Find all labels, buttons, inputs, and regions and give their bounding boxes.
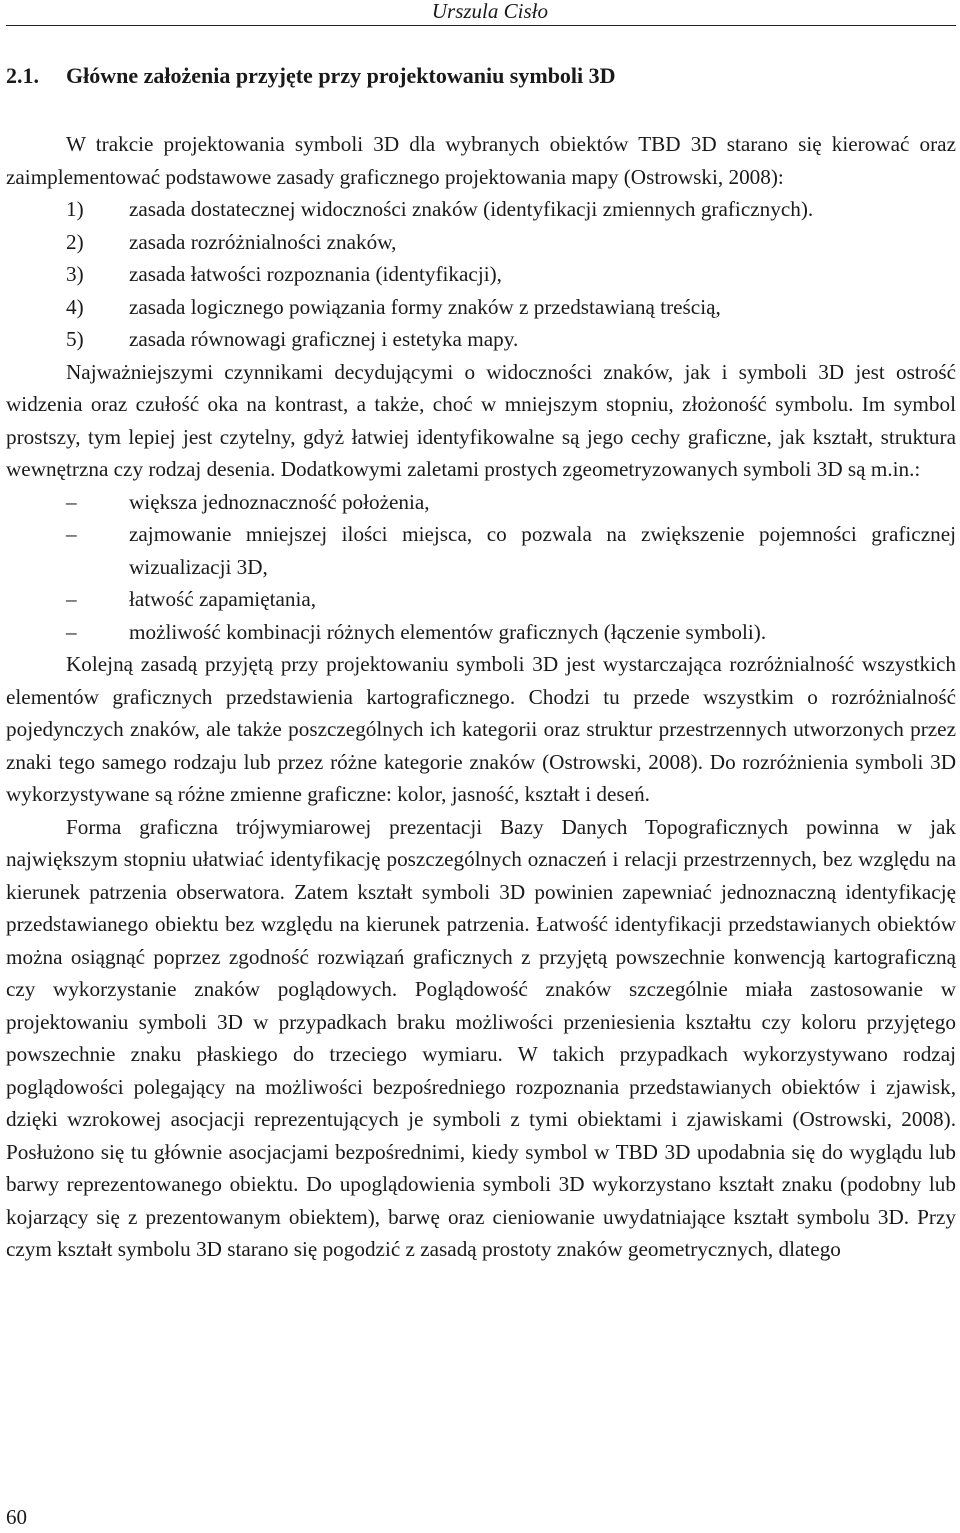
list-marker: – (66, 522, 77, 546)
list-item-text: łatwość zapamiętania, (129, 587, 317, 611)
paragraph-graphic-form: Forma graficzna trójwymiarowej prezentacji Bazy Danych Topograficznych powinna w jak największym stopniu ułatwiać identyfikację poszczególnych oznaczeń i relacji przestrzennych, bez względu na kierunek patrzenia obserwatora. Zatem kształt symboli 3D powinien zapewniać jednoznaczną identyfikację przedstawianego obiektu bez względu na kierunek patrzenia. Łatwość identyfikacji przedstawianych obiektów można osiągnąć poprzez zgodność rozwiązań graficznych z przyjętą powszechnie konwencją kartograficzną czy wykorzystanie znaków poglądowych. Poglądowość znaków szczególnie miała zastosowanie w projektowaniu symboli 3D w przypadkach braku możliwości przeniesienia kształtu czy koloru przyjętego powszechnie znaku płaskiego do trzeciego wymiaru. W takich przypadkach wykorzystywano rodzaj poglądowości polegający na możliwości bezpośredniego rozpoznania przedstawianych obiektów i zjawisk, dzięki wzrokowej asocjacji reprezentujących je symboli z tymi obiektami i zjawiskami (Ostrowski, 2008). Posłużono się tu głównie asocjacjami bezpośrednimi, kiedy symbol w TBD 3D upodabnia się do wyglądu lub barwy reprezentowanego obiektu. Do upoglądowienia symboli 3D wykorzystano kształt znaku (podobny lub kojarzący się z prezentowanym obiektem), barwę oraz cieniowanie uwydatniające kształt symbolu 3D. Przy czym kształt symbolu 3D starano się pogodzić z zasadą prostoty znaków geometrycznych, dlatego (6, 814, 956, 1261)
paragraph-distinguishability: Kolejną zasadą przyjętą przy projektowaniu symboli 3D jest wystarczająca rozróżnialność wszystkich elementów graficznych przedstawienia kartograficznego. Chodzi tu przede wszystkim o rozróżnialność pojedynczych znaków, ale także poszczególnych ich kategorii oraz struktur przestrzennych utworzonych przez znaki tego samego rodzaju lub przez różne kategorie znaków (Ostrowski, 2008). Do rozróżnienia symboli 3D wykorzystywane są różne zmienne graficzne: kolor, jasność, kształt i deseń. (6, 652, 956, 806)
list-item (6, 486, 956, 519)
list-marker: 2) (66, 229, 84, 254)
list-item-text: możliwość kombinacji różnych elementów graficznych (łączenie symboli). (129, 619, 767, 644)
list-item-text: zasada łatwości rozpoznania (identyfikacji), (129, 262, 502, 286)
list-marker: 3) (66, 262, 84, 286)
list-marker: 5) (66, 327, 84, 351)
list-item-text: zasada równowagi graficznej i estetyka mapy. (129, 327, 519, 351)
section-title: Główne założenia przyjęte przy projektowaniu symboli 3D (66, 63, 616, 88)
section-number: 2.1. (6, 63, 39, 88)
list-item (6, 323, 956, 356)
list-item-text: większa jednoznaczność położenia, (129, 489, 430, 514)
list-marker: – (66, 489, 77, 514)
list-item-text: zasada rozróżnialności znaków, (129, 229, 397, 254)
list-item-text: zasada logicznego powiązania formy znaków z przedstawianą treścią, (129, 294, 721, 319)
list-item-text: zasada dostatecznej widoczności znaków (identyfikacji zmiennych graficznych). (129, 197, 814, 221)
list-item (6, 616, 956, 649)
body-text (6, 128, 956, 1266)
list-marker: – (66, 619, 77, 644)
list-item (6, 258, 956, 291)
list-marker: 1) (66, 197, 84, 221)
advantages-list (6, 486, 956, 649)
list-item-text: zajmowanie mniejszej ilości miejsca, co pozwala na zwiększenie pojemności graficznej wizualizacji 3D, (129, 522, 956, 579)
paragraph-visibility-factors: Najważniejszymi czynnikami decydującymi o widoczności znaków, jak i symboli 3D jest ostrość widzenia oraz czułość oka na kontrast, a także, choć w mniejszym stopniu, złożoność symbolu. Im symbol prostszy, tym lepiej jest czytelny, gdyż łatwiej identyfikowalne są jego cechy graficzne, jak kształt, struktura wewnętrzna czy rodzaj desenia. Dodatkowymi zaletami prostych zgeometryzowanych symboli 3D są m.in.: (6, 359, 956, 481)
running-head (6, 0, 956, 26)
intro-paragraph: W trakcie projektowania symboli 3D dla wybranych obiektów TBD 3D starano się kierować oraz zaimplementować podstawowe zasady graficznego projektowania mapy (Ostrowski, 2008): (6, 132, 956, 189)
page-number: 60 (6, 1505, 27, 1529)
list-item (6, 193, 956, 226)
section-heading (6, 62, 616, 90)
list-item (6, 583, 956, 616)
list-marker: 4) (66, 294, 84, 319)
running-head-author: Urszula Cisło (431, 0, 548, 23)
list-item (6, 226, 956, 259)
list-item (6, 291, 956, 324)
list-item (6, 518, 956, 583)
list-marker: – (66, 587, 77, 611)
principles-list (6, 193, 956, 356)
